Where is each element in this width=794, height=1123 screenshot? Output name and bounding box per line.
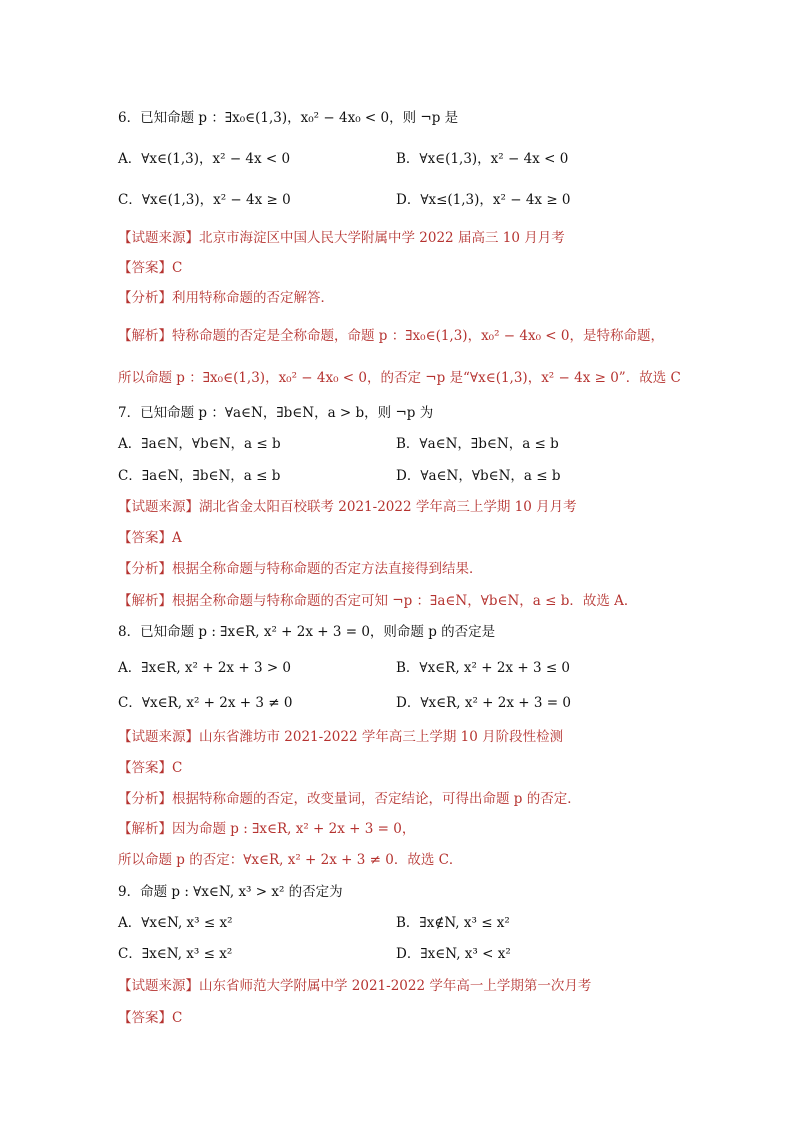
q6-option-d: D．∀x≤(1,3)，x² − 4x ≥ 0: [396, 192, 571, 208]
solution-text: 根据全称命题与特称命题的否定可知 ¬p ：∃a∈N，∀b∈N，a ≤ b．故选 A．: [172, 593, 638, 609]
source-tag: 【试题来源】: [118, 978, 199, 994]
q6-solution: [118, 326, 664, 346]
source-text: 北京市海淀区中国人民大学附属中学 2022 届高三 10 月月考: [199, 230, 565, 246]
q7-solution: [118, 591, 637, 611]
source-text: 山东省师范大学附属中学 2021-2022 学年高一上学期第一次月考: [199, 978, 592, 994]
solution-text: 因为命题 p : ∃x∈R, x² + 2x + 3 = 0，: [172, 821, 416, 837]
analysis-text: 根据全称命题与特称命题的否定方法直接得到结果．: [172, 561, 483, 577]
q9-source: [118, 976, 591, 996]
q8-option-d: D．∀x∈R, x² + 2x + 3 = 0: [396, 695, 571, 711]
q6-stem: 6．已知命题 p ：∃x₀∈(1,3)，x₀² − 4x₀ < 0，则 ¬p 是: [118, 110, 459, 126]
q9-stem: 9．命题 p : ∀x∈N, x³ > x² 的否定为: [118, 884, 343, 900]
answer-text: C: [172, 260, 183, 276]
q7-option-d: D．∀a∈N，∀b∈N，a ≤ b: [396, 468, 561, 484]
answer-text: C: [172, 1010, 183, 1026]
answer-text: A: [172, 530, 182, 546]
solution-tag: 【解析】: [118, 821, 172, 837]
answer-tag: 【答案】: [118, 760, 172, 776]
analysis-text: 利用特称命题的否定解答．: [172, 290, 334, 306]
source-text: 山东省潍坊市 2021-2022 学年高三上学期 10 月阶段性检测: [199, 729, 564, 745]
analysis-tag: 【分析】: [118, 290, 172, 306]
q6-solution-cont: 所以命题 p ：∃x₀∈(1,3)，x₀² − 4x₀ < 0，的否定 ¬p 是“∀x∈(1,3)，x² − 4x ≥ 0”．故选 C: [118, 370, 681, 386]
source-text: 湖北省金太阳百校联考 2021-2022 学年高三上学期 10 月月考: [199, 499, 577, 515]
q7-source: [118, 497, 577, 517]
q8-option-b: B．∀x∈R, x² + 2x + 3 ≤ 0: [396, 660, 571, 676]
q6-source: [118, 228, 565, 248]
q8-solution: [118, 819, 415, 839]
q8-answer: [118, 758, 182, 778]
q6-option-a: A．∀x∈(1,3)，x² − 4x < 0: [118, 151, 291, 167]
q6-option-c: C．∀x∈(1,3)，x² − 4x ≥ 0: [118, 192, 291, 208]
q9-option-b: B．∃x∉N, x³ ≤ x²: [396, 915, 510, 931]
q8-option-c: C．∀x∈R, x² + 2x + 3 ≠ 0: [118, 695, 293, 711]
q6-analysis: [118, 288, 334, 308]
source-tag: 【试题来源】: [118, 230, 199, 246]
q8-stem: 8．已知命题 p : ∃x∈R, x² + 2x + 3 = 0，则命题 p 的否定是: [118, 624, 496, 640]
source-tag: 【试题来源】: [118, 499, 199, 515]
q7-answer: [118, 528, 182, 548]
answer-tag: 【答案】: [118, 1010, 172, 1026]
q7-stem: 7．已知命题 p ：∀a∈N，∃b∈N，a > b，则 ¬p 为: [118, 405, 434, 421]
solution-text: 特称命题的否定是全称命题，命题 p ：∃x₀∈(1,3)，x₀² − 4x₀ < 0，是特称命题，: [172, 328, 664, 344]
q6-option-b: B．∀x∈(1,3)，x² − 4x < 0: [396, 151, 569, 167]
answer-tag: 【答案】: [118, 260, 172, 276]
solution-tag: 【解析】: [118, 328, 172, 344]
source-tag: 【试题来源】: [118, 729, 199, 745]
q7-option-c: C．∃a∈N，∃b∈N，a ≤ b: [118, 468, 281, 484]
q8-solution-cont: 所以命题 p 的否定：∀x∈R, x² + 2x + 3 ≠ 0．故选 C．: [118, 852, 463, 868]
q8-analysis: [118, 789, 581, 809]
q9-answer: [118, 1008, 182, 1028]
q9-option-d: D．∃x∈N, x³ < x²: [396, 946, 511, 962]
q8-source: [118, 727, 563, 747]
q9-option-c: C．∃x∈N, x³ ≤ x²: [118, 946, 233, 962]
q8-option-a: A．∃x∈R, x² + 2x + 3 > 0: [118, 660, 292, 676]
answer-text: C: [172, 760, 183, 776]
q7-option-a: A．∃a∈N，∀b∈N，a ≤ b: [118, 436, 281, 452]
q7-analysis: [118, 559, 483, 579]
q6-answer: [118, 258, 182, 278]
analysis-tag: 【分析】: [118, 561, 172, 577]
analysis-text: 根据特称命题的否定，改变量词，否定结论，可得出命题 p 的否定．: [172, 791, 581, 807]
q7-option-b: B．∀a∈N，∃b∈N，a ≤ b: [396, 436, 559, 452]
solution-tag: 【解析】: [118, 593, 172, 609]
q9-option-a: A．∀x∈N, x³ ≤ x²: [118, 915, 233, 931]
answer-tag: 【答案】: [118, 530, 172, 546]
analysis-tag: 【分析】: [118, 791, 172, 807]
